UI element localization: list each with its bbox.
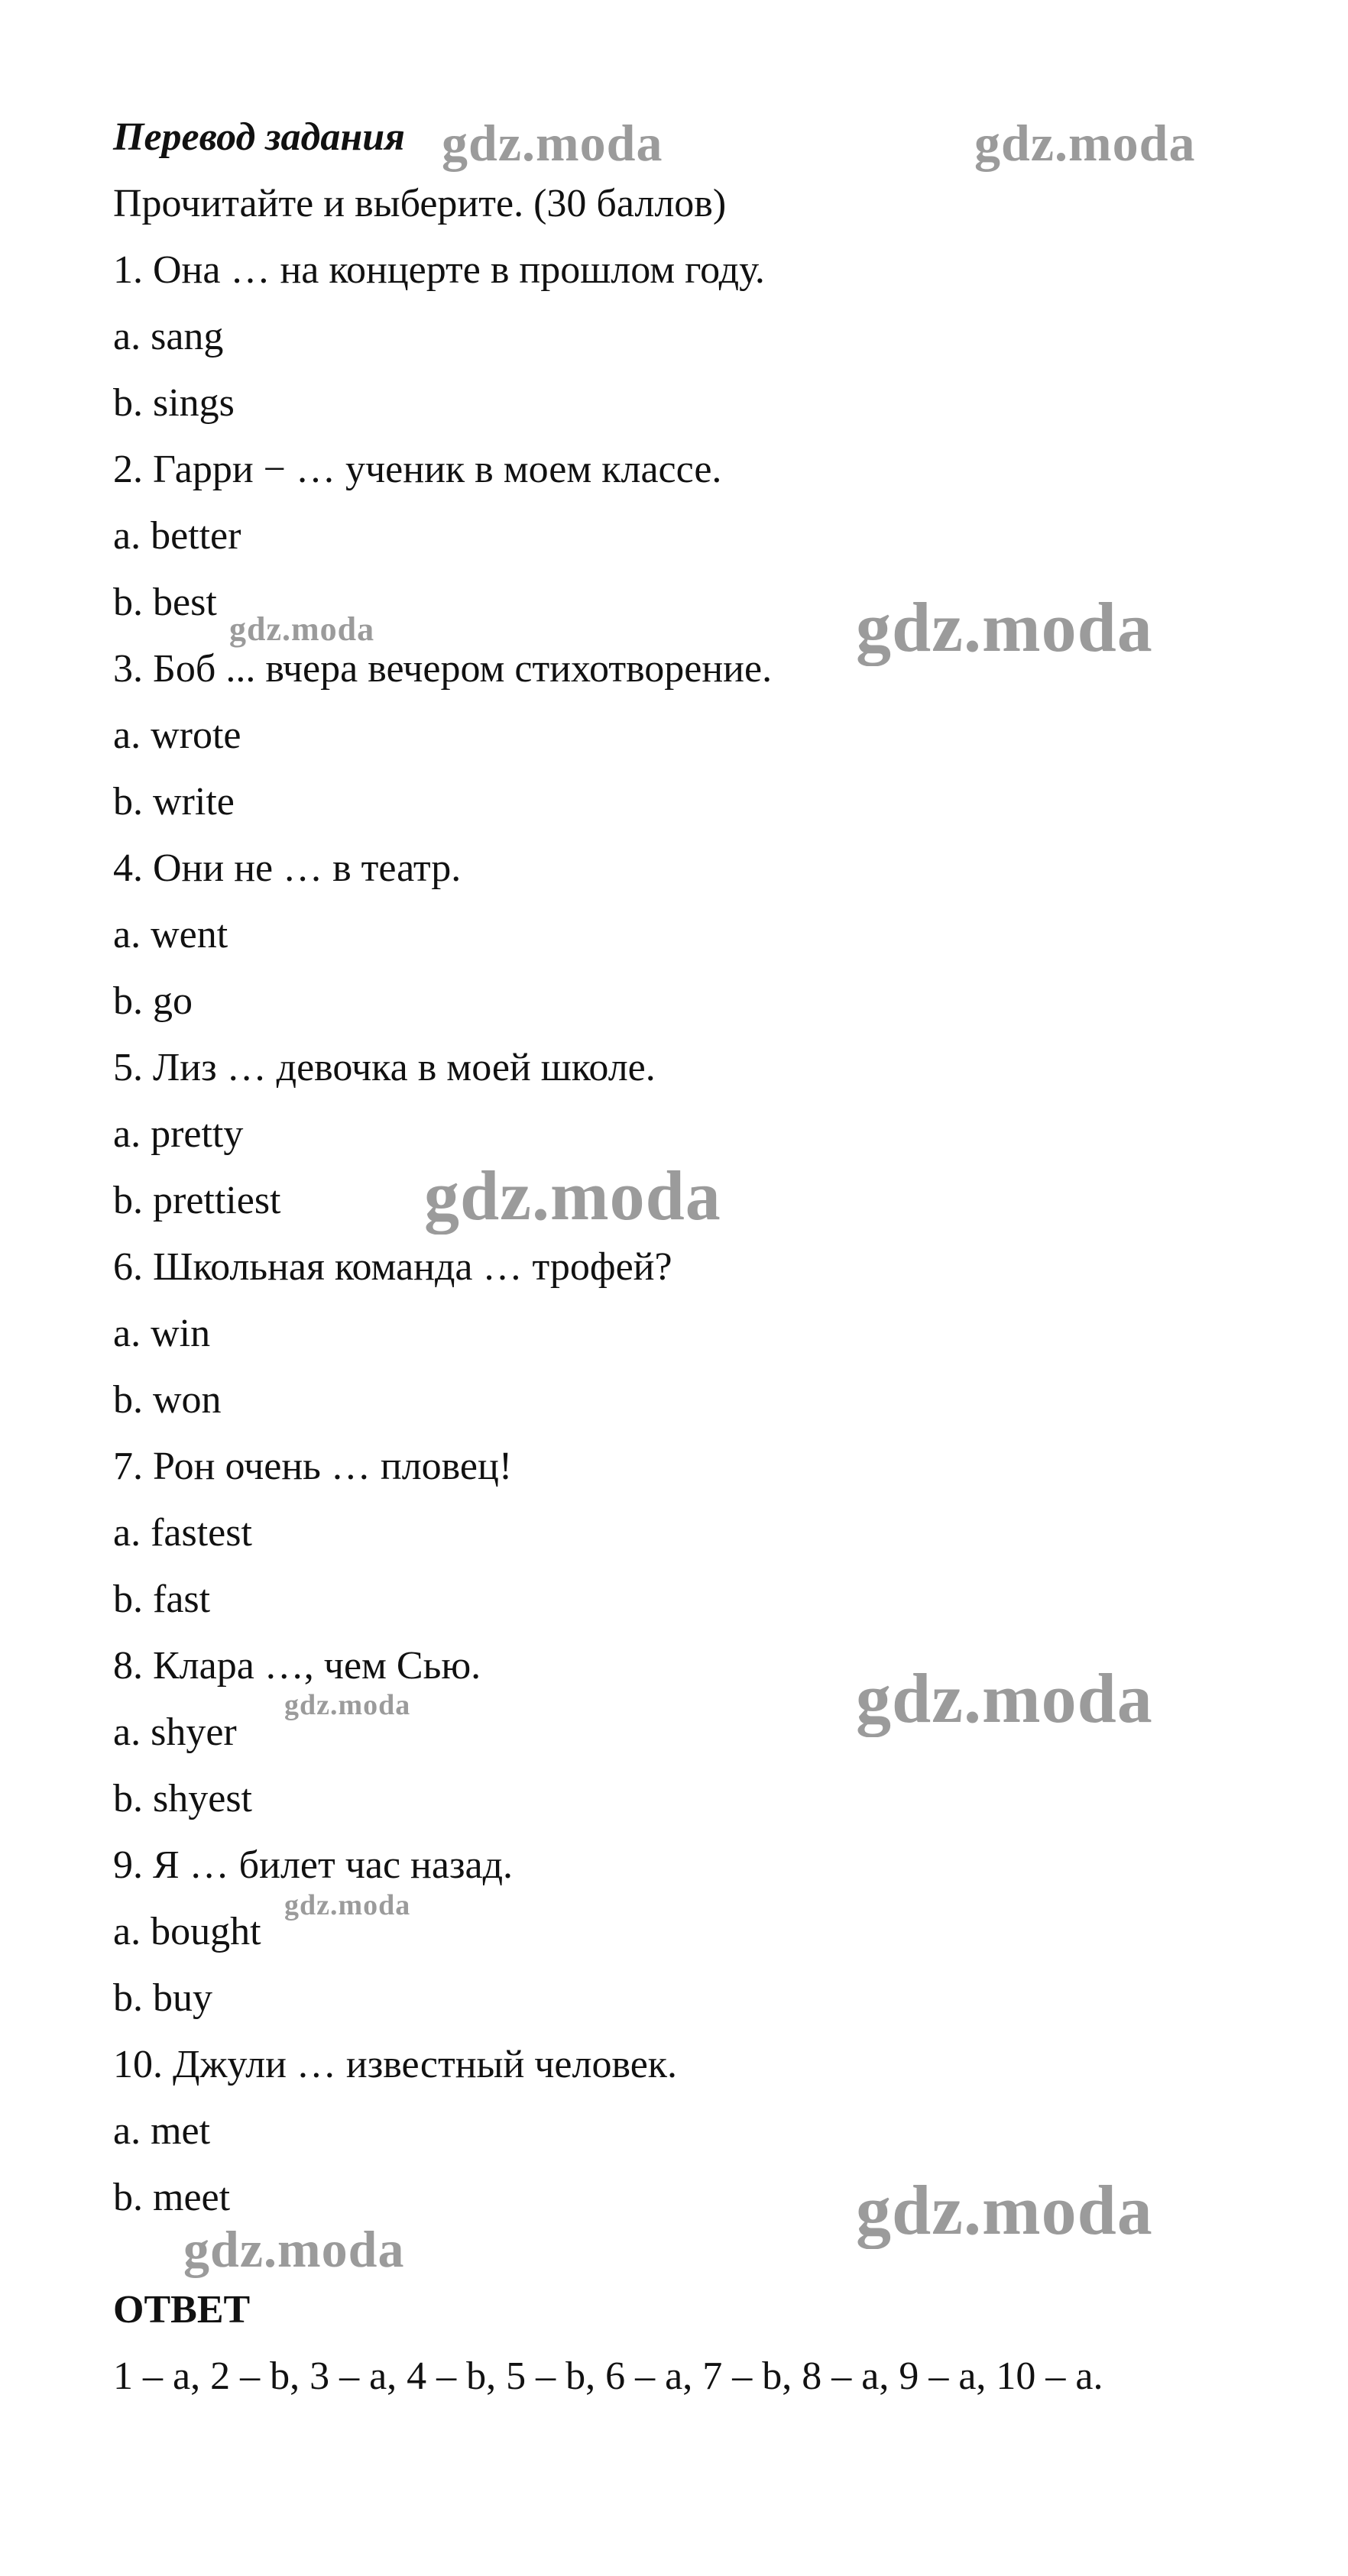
option-a: a. win (113, 1312, 211, 1355)
question-3 (113, 636, 1259, 835)
watermark: gdz.moda (856, 1659, 1153, 1737)
question-text: 6. Школьная команда … трофей? (113, 1245, 672, 1289)
watermark: gdz.moda (229, 610, 375, 648)
question-8 (113, 1633, 1259, 1832)
option-b: b. prettiest (113, 1179, 281, 1222)
answer-heading: ОТВЕТ (113, 2288, 251, 2332)
question-6 (113, 1234, 1259, 1433)
option-b: b. write (113, 780, 235, 824)
option-a: a. met (113, 2109, 211, 2153)
option-b: b. buy (113, 1976, 212, 2020)
question-10 (113, 2031, 1259, 2231)
question-4 (113, 835, 1259, 1034)
watermark: gdz.moda (442, 114, 663, 172)
option-b: b. best (113, 581, 217, 624)
watermark: gdz.moda (284, 1689, 411, 1721)
option-b: b. meet (113, 2176, 231, 2219)
watermark: gdz.moda (856, 588, 1153, 666)
watermark: gdz.moda (183, 2220, 405, 2278)
option-a: a. sang (113, 315, 224, 358)
watermark: gdz.moda (856, 2171, 1153, 2249)
question-text: 5. Лиз … девочка в моей школе. (113, 1046, 656, 1089)
answer-text: 1 – a, 2 – b, 3 – a, 4 – b, 5 – b, 6 – a, 7 – b, 8 – a, 9 – a, 10 – a. (113, 2354, 1103, 2398)
option-b: b. won (113, 1378, 222, 1422)
watermark: gdz.moda (284, 1889, 411, 1921)
question-text: 8. Клара …, чем Сью. (113, 1644, 481, 1688)
question-7 (113, 1433, 1259, 1633)
instruction: Прочитайте и выберите. (30 баллов) (113, 182, 727, 225)
question-2 (113, 436, 1259, 636)
option-a: a. better (113, 514, 241, 558)
option-a: a. pretty (113, 1112, 244, 1156)
option-a: a. shyer (113, 1710, 237, 1754)
question-text: 2. Гарри − … ученик в моем классе. (113, 448, 722, 491)
question-9 (113, 1832, 1259, 2031)
option-b: b. shyest (113, 1777, 252, 1820)
question-text: 7. Рон очень … пловец! (113, 1445, 513, 1488)
option-b: b. sings (113, 381, 235, 425)
question-text: 4. Они не … в театр. (113, 846, 462, 890)
watermark: gdz.moda (424, 1157, 721, 1235)
question-text: 1. Она … на концерте в прошлом году. (113, 248, 765, 292)
watermark: gdz.moda (974, 114, 1196, 172)
option-b: b. fast (113, 1578, 211, 1621)
question-1 (113, 237, 1259, 436)
document-page (113, 104, 1259, 2409)
page-title: Перевод задания (113, 115, 405, 159)
question-text: 10. Джули … известный человек. (113, 2043, 678, 2086)
option-b: b. go (113, 979, 193, 1023)
option-a: a. bought (113, 1910, 261, 1953)
question-text: 3. Боб ... вчера вечером стихотворение. (113, 647, 773, 691)
option-a: a. went (113, 913, 228, 956)
option-a: a. fastest (113, 1511, 252, 1555)
question-text: 9. Я … билет час назад. (113, 1843, 514, 1887)
option-a: a. wrote (113, 714, 241, 757)
question-5 (113, 1034, 1259, 1234)
